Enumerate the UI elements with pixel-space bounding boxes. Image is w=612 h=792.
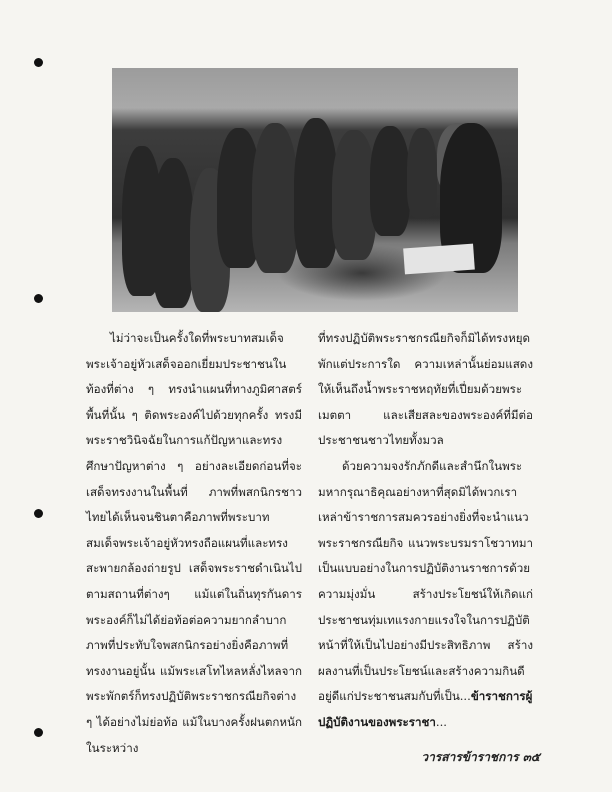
right-paragraph-2-tail: ...: [435, 714, 447, 729]
page-footer: วารสารข้าราชการ ๓๕: [421, 750, 540, 764]
right-paragraph-2: [318, 454, 533, 736]
right-paragraph-1: ที่ทรงปฏิบัติพระราชกรณียกิจก็มิได้ทรงหยุดพักแต่ประการใด ความเหล่านั้นย่อมแสดงให้เห็นถึงน้ำพระราชหฤทัยที่เปี่ยมด้วยพระเมตตา และเสียสละของพระองค์ที่มีต่อประชาชนชาวไทยทั้งมวล: [318, 331, 533, 448]
right-paragraph-2-lead: ด้วยความจงรักภักดีและสำนึกในพระมหากรุณาธิคุณอย่างหาที่สุดมิได้พวกเราเหล่าข้าราชการสมควรอย่างยิ่งที่จะนำแนวพระราชกรณียกิจ แนวพระบรมราโชวาทมาเป็นแบบอย่างในการปฏิบัติงานราชการด้วยความมุ่งมั่น สร้างประโยชน์ให้เกิดแก่ประชาชนทุ่มเทแรงกายแรงใจในการปฏิบัติหน้าที่ให้เป็นไปอย่างมีประสิทธิภาพ สร้างผลงานที่เป็นประโยชน์และสร้างความกินดีอยู่ดีแก่ประชาชนสมกับที่เป็น...: [318, 458, 533, 704]
binder-hole-3: [34, 509, 43, 518]
binder-hole-2: [34, 294, 43, 303]
right-paragraph-2-bold: ข้าราชการผู้ปฏิบัติงานของพระราชา: [318, 689, 533, 729]
binder-hole-1: [34, 58, 43, 67]
right-column: [318, 326, 533, 736]
binder-hole-4: [34, 728, 43, 737]
left-paragraph: ไม่ว่าจะเป็นครั้งใดที่พระบาทสมเด็จพระเจ้าอยู่หัวเสด็จออกเยี่ยมประชาชนในท้องที่ต่าง ๆ ทรงนำแผนที่ทางภูมิศาสตร์พื้นที่นั้น ๆ ติดพระองค์ไปด้วยทุกครั้ง ทรงมีพระราชวินิจฉัยในการแก้ปัญหาและทรงศึกษาปัญหาต่าง ๆ อย่างละเอียดก่อนที่จะเสด็จทรงงานในพื้นที่ ภาพที่พสกนิกรชาวไทยได้เห็นจนชินตาคือภาพที่พระบาทสมเด็จพระเจ้าอยู่หัวทรงถือแผนที่และทรงสะพายกล้องถ่ายรูป เสด็จพระราชดำเนินไปตามสถานที่ต่างๆ แม้แต่ในถิ่นทุรกันดาร พระองค์ก็ไม่ได้ย่อท้อต่อความยากลำบาก ภาพที่ประทับใจพสกนิกรอย่างยิ่งคือภาพที่ทรงงานอยู่นั้น แม้พระเสโทไหลหลั่งไหลจากพระพักตร์ก็ทรงปฏิบัติพระราชกรณียกิจต่าง ๆ ได้อย่างไม่ย่อท้อ แม้ในบางครั้งฝนตกหนักในระหว่าง: [86, 331, 302, 755]
left-column: [86, 326, 302, 761]
photo-image: [112, 68, 518, 312]
